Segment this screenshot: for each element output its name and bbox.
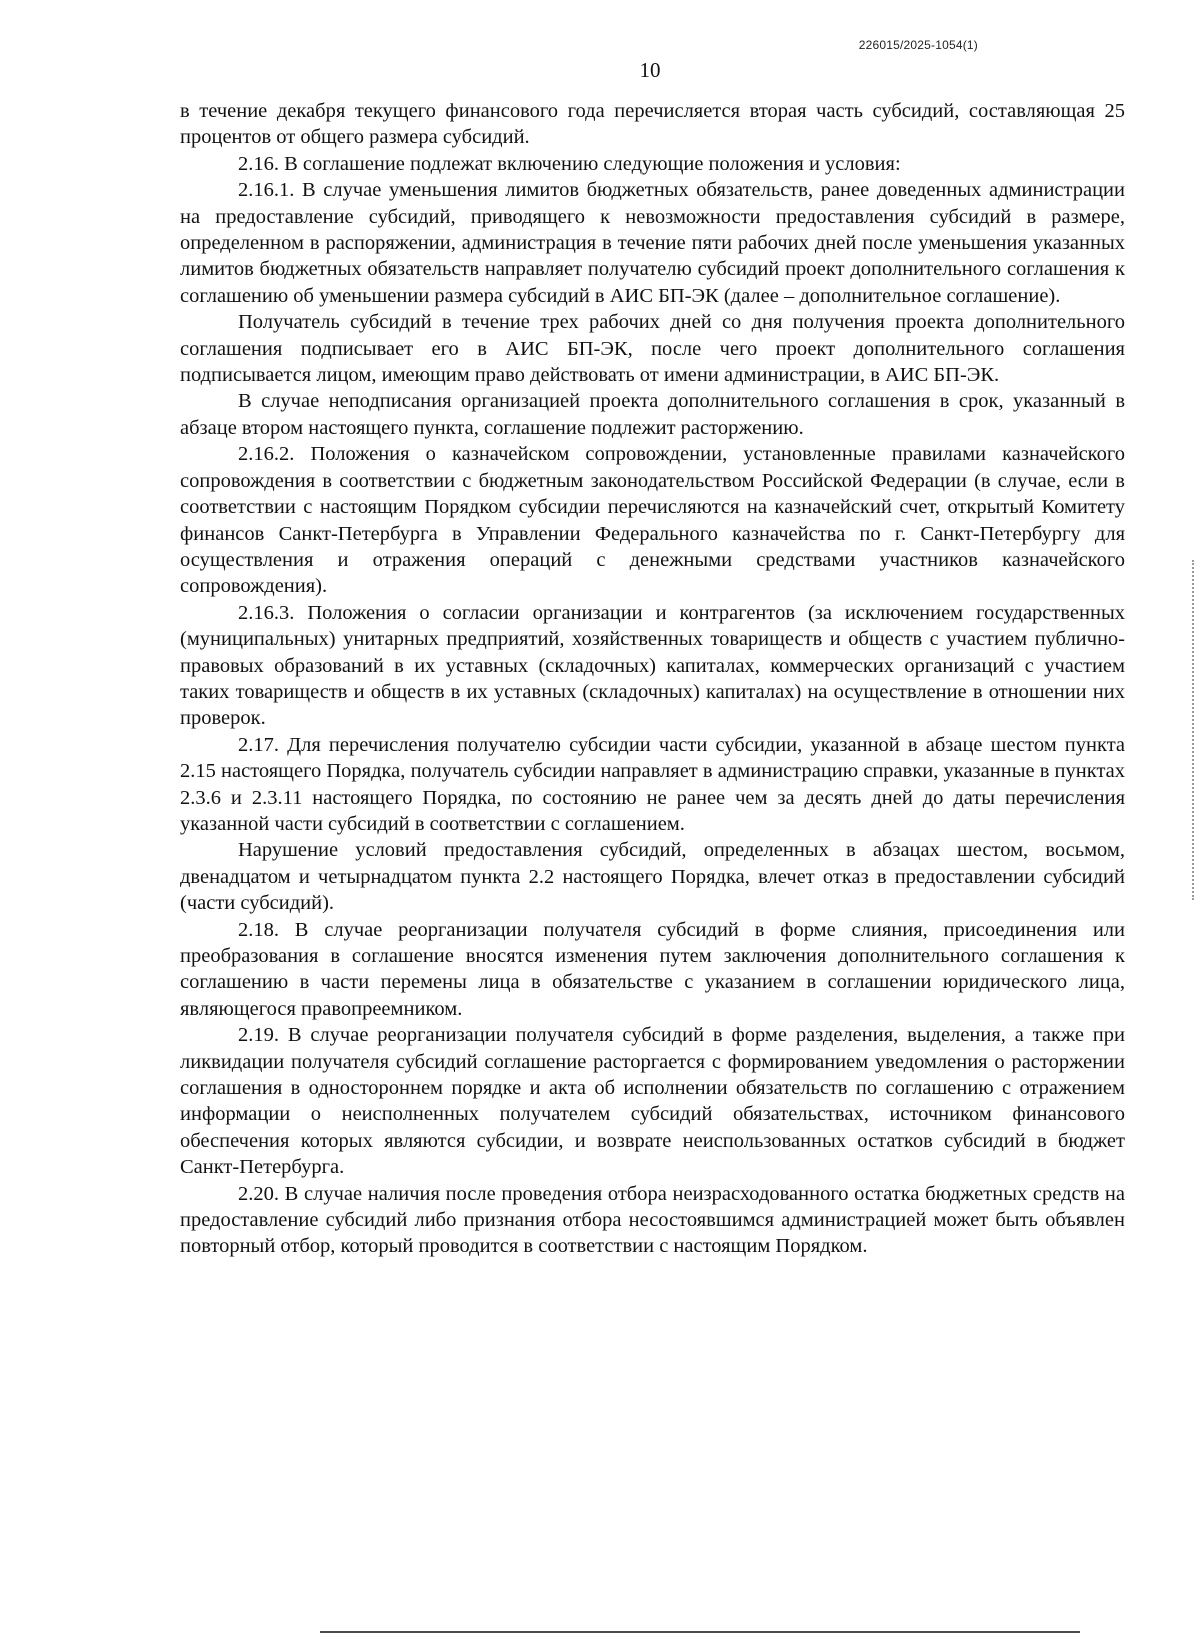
scan-edge-artifact <box>1189 560 1194 900</box>
paragraph-continuation: в течение декабря текущего финансового года перечисляется вторая часть субсидий, составляющая 25 процентов от общего размера субсидий. <box>180 100 1125 149</box>
paragraph-violation: Нарушение условий предоставления субсидий, определенных в абзацах шестом, восьмом, двенадцатом и четырнадцатом пункта 2.2 настоящего Порядка, влечет отказ в предоставлении субсидий (части субсидий). <box>180 839 1125 915</box>
paragraph-2-16: 2.16. В соглашение подлежат включению следующие положения и условия: <box>238 152 901 175</box>
paragraph-2-16-3: 2.16.3. Положения о согласии организации и контрагентов (за исключением государственных (муниципальных) унитарных предприятий, хозяйственных товариществ и обществ с участием публично-правовых образований в их уставных (складочных) капиталах, коммерческих организаций с участием таких товариществ и обществ в их уставных (складочных) капиталах) на осуществление в отношении них проверок. <box>180 601 1125 730</box>
page-number: 10 <box>639 58 661 82</box>
document-body <box>180 98 1125 1260</box>
paragraph-termination: В случае неподписания организацией проекта дополнительного соглашения в срок, указанный в абзаце втором настоящего пункта, соглашение подлежит расторжению. <box>180 390 1125 439</box>
paragraph-2-19: 2.19. В случае реорганизации получателя субсидий в форме разделения, выделения, а также при ликвидации получателя субсидий соглашение расторгается с формированием уведомления о расторжении соглашения в одностороннем порядке и акта об исполнении обязательств по соглашению с отражением информации о неисполненных получателем субсидий обязательствах, источником финансового обеспечения которых являются субсидии, и возврате неиспользованных остатков субсидий в бюджет Санкт-Петербурга. <box>180 1024 1125 1179</box>
scan-bottom-line <box>320 1631 1080 1633</box>
paragraph-2-18: 2.18. В случае реорганизации получателя субсидий в форме слияния, присоединения или преобразования в соглашение вносятся изменения путем заключения дополнительного соглашения к соглашению в части перемены лица в обязательстве с указанием в соглашении юридического лица, являющегося правопреемником. <box>180 918 1125 1020</box>
paragraph-2-16-1: 2.16.1. В случае уменьшения лимитов бюджетных обязательств, ранее доведенных администрации на предоставление субсидий, приводящего к невозможности предоставления субсидий в размере, определенном в распоряжении, администрация в течение пяти рабочих дней после уменьшения указанных лимитов бюджетных обязательств направляет получателю субсидий проект дополнительного соглашения к соглашению об уменьшении размера субсидий в АИС БП-ЭК (далее – дополнительное соглашение). <box>180 179 1125 307</box>
paragraph-signing: Получатель субсидий в течение трех рабочих дней со дня получения проекта дополнительного соглашения подписывает его в АИС БП-ЭК, после чего проект дополнительного соглашения подписывается лицом, имеющим право действовать от имени администрации, в АИС БП-ЭК. <box>180 311 1125 387</box>
paragraph-2-20: 2.20. В случае наличия после проведения отбора неизрасходованного остатка бюджетных средств на предоставление субсидий либо признания отбора несостоявшимся администрацией может быть объявлен повторный отбор, который проводится в соответствии с настоящим Порядком. <box>180 1182 1125 1258</box>
paragraph-2-16-2: 2.16.2. Положения о казначейском сопровождении, установленные правилами казначейского сопровождения в соответствии с бюджетным законодательством Российской Федерации (в случае, если в соответствии с настоящим Порядком субсидии перечисляются на казначейский счет, открытый Комитету финансов Санкт-Петербурга в Управлении Федерального казначейства по г. Санкт-Петербургу для осуществления и отражения операций с денежными средствами участников казначейского сопровождения). <box>180 443 1125 598</box>
paragraph-2-17: 2.17. Для перечисления получателю субсидии части субсидии, указанной в абзаце шестом пункта 2.15 настоящего Порядка, получатель субсидии направляет в администрацию справки, указанные в пунктах 2.3.6 и 2.3.11 настоящего Порядка, по состоянию не ранее чем за десять дней до даты перечисления указанной части субсидий в соответствии с соглашением. <box>180 733 1125 835</box>
document-id: 226015/2025-1054(1) <box>858 38 978 52</box>
